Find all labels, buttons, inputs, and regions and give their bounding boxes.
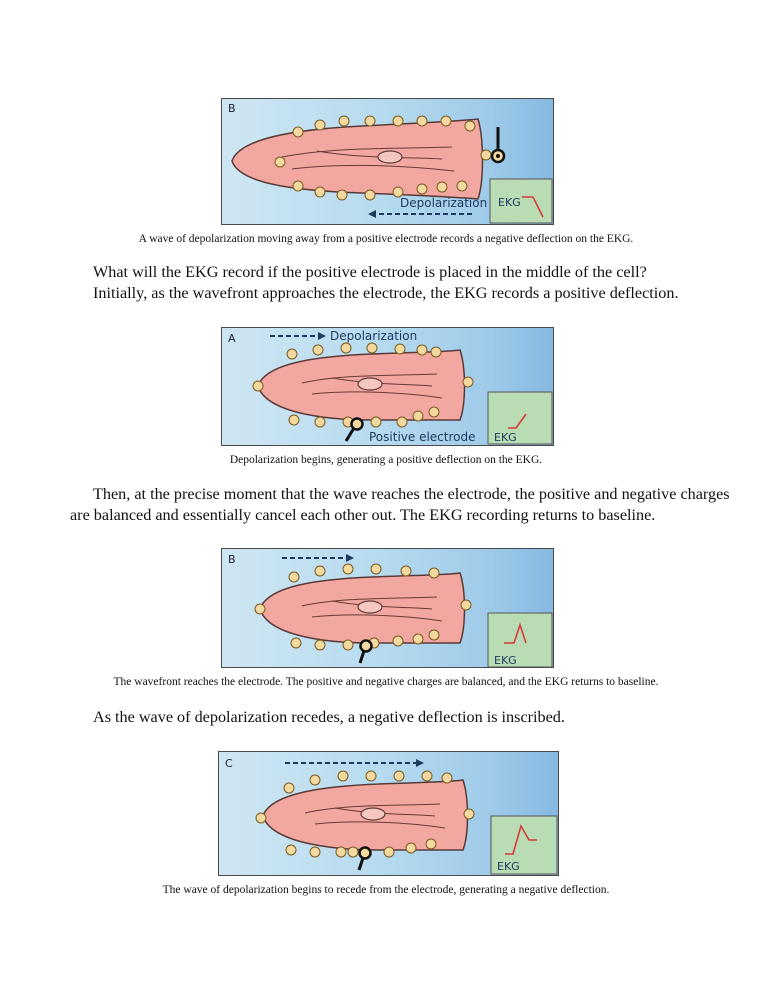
ekg-label: EKG [498, 196, 521, 209]
figure-letter: C [225, 757, 233, 770]
figure-letter: B [228, 553, 236, 566]
figure-3-svg [222, 549, 553, 667]
arrow-head-right [318, 332, 326, 340]
figure-1-svg [222, 99, 553, 224]
figure-4-svg [219, 752, 558, 875]
nucleus [378, 151, 402, 163]
electrode [360, 641, 372, 664]
figure-3 [221, 548, 554, 668]
ekg-label: EKG [497, 860, 520, 873]
paragraph-2-line-1: Then, at the precise moment that the wave reaches the electrode, the positive and negative charges [93, 485, 730, 503]
ekg-label: EKG [494, 654, 517, 667]
nucleus [358, 601, 382, 613]
paragraph-2-line-2: are balanced and essentially cancel each other out. The EKG recording returns to baseline. [70, 506, 656, 524]
electrode [492, 127, 504, 162]
figure-1 [221, 98, 554, 225]
electrode [359, 848, 371, 871]
paragraph-3: As the wave of depolarization recedes, a negative deflection is inscribed. [93, 708, 565, 726]
arrow-head-right [346, 554, 354, 562]
figure-letter: B [228, 102, 236, 115]
figure-3-caption: The wavefront reaches the electrode. The positive and negative charges are balanced, and the EKG returns to baseline. [113, 676, 659, 688]
electrode-label: Positive electrode [369, 430, 476, 444]
ekg-label: EKG [494, 431, 517, 444]
arrow-label: Depolarization [400, 196, 488, 210]
paragraph-1-line-2: Initially, as the wavefront approaches the electrode, the EKG records a positive deflection. [93, 284, 679, 302]
arrow-label: Depolarization [330, 329, 418, 343]
arrow-head-right [416, 759, 424, 767]
figure-letter: A [228, 332, 236, 345]
figure-4-caption: The wave of depolarization begins to recede from the electrode, generating a negative deflection. [162, 884, 610, 896]
nucleus [361, 808, 385, 820]
figure-4 [218, 751, 559, 876]
paragraph-1-line-1: What will the EKG record if the positive electrode is placed in the middle of the cell? [93, 263, 647, 281]
figure-2 [221, 327, 554, 446]
arrow-head-left [368, 210, 376, 218]
figure-2-caption: Depolarization begins, generating a positive deflection on the EKG. [229, 454, 543, 466]
figure-2-svg [222, 328, 553, 445]
figure-1-caption: A wave of depolarization moving away from a positive electrode records a negative deflection on the EKG. [138, 233, 634, 245]
nucleus [358, 378, 382, 390]
